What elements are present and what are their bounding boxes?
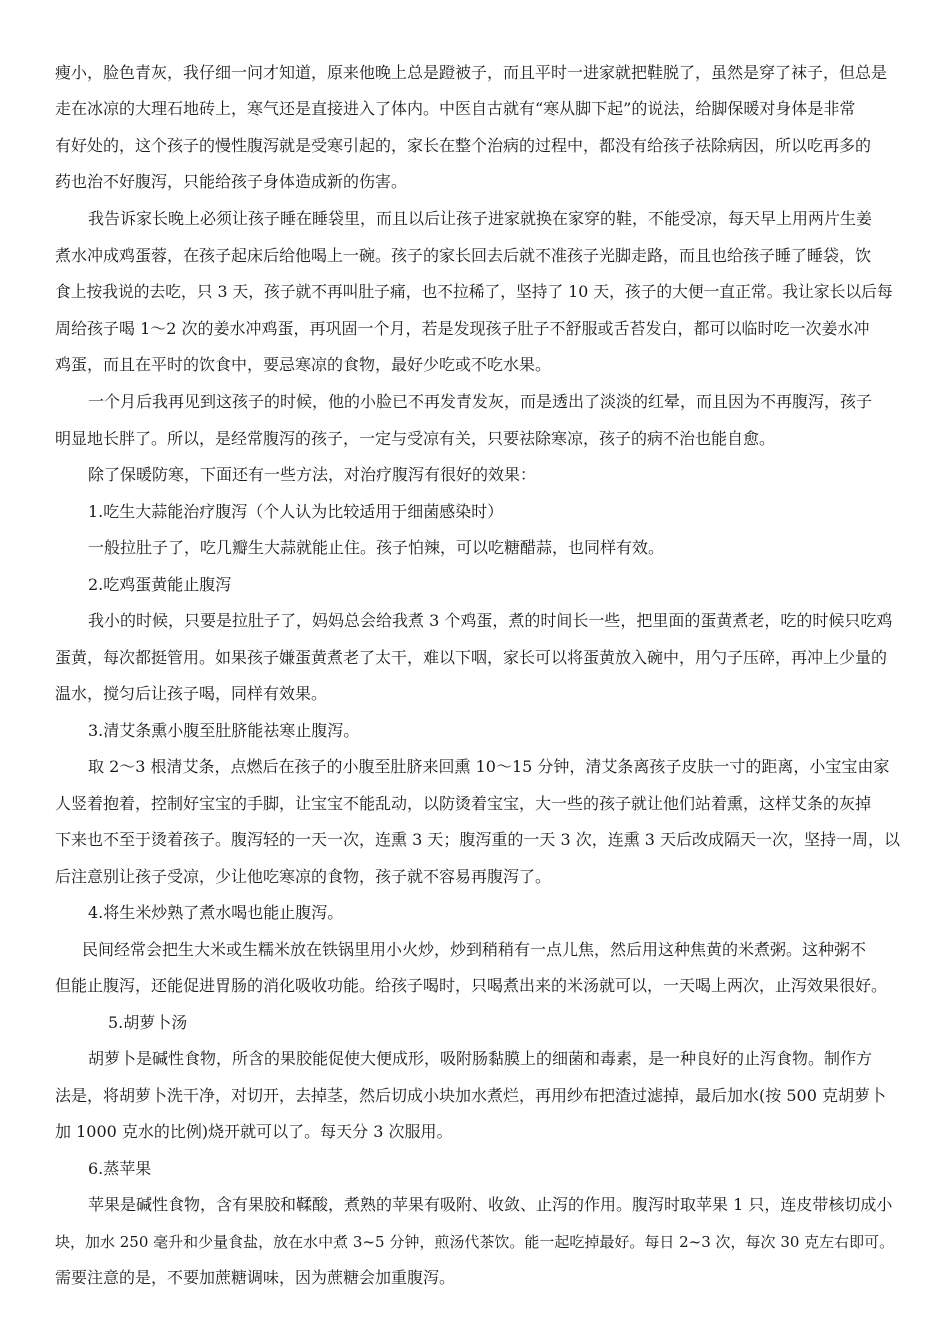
section-heading: 3.清艾条熏小腹至肚脐能祛寒止腹泻。 xyxy=(88,721,360,740)
text-line: 但能止腹泻，还能促进胃肠的消化吸收功能。给孩子喝时，只喝煮出来的米汤就可以，一天喝上两次，止泻效果很好。 xyxy=(55,976,888,995)
text-line: 煮水冲成鸡蛋蓉，在孩子起床后给他喝上一碗。孩子的家长回去后就不准孩子光脚走路，而且也给孩子睡了睡袋，饮 xyxy=(55,246,872,265)
text-line: 鸡蛋，而且在平时的饮食中，要忌寒凉的食物，最好少吃或不吃水果。 xyxy=(55,355,552,374)
section-heading: 4.将生米炒熟了煮水喝也能止腹泻。 xyxy=(88,903,344,922)
section-heading: 5.胡萝卜汤 xyxy=(108,1013,188,1032)
text-line: 下来也不至于烫着孩子。腹泻轻的一天一次，连熏 3 天；腹泻重的一天 3 次，连熏 3 天后改成隔天一次，坚持一周，以 xyxy=(55,830,901,849)
text-line: 瘦小，脸色青灰，我仔细一问才知道，原来他晚上总是蹬被子，而且平时一进家就把鞋脱了，虽然是穿了袜子，但总是 xyxy=(55,63,888,82)
text-line: 后注意别让孩子受凉，少让他吃寒凉的食物，孩子就不容易再腹泻了。 xyxy=(55,867,552,886)
text-line: 温水，搅匀后让孩子喝，同样有效果。 xyxy=(55,684,328,703)
text-line: 我小的时候，只要是拉肚子了，妈妈总会给我煮 3 个鸡蛋，煮的时间长一些，把里面的蛋黄煮老，吃的时候只吃鸡 xyxy=(88,611,893,630)
text-line: 苹果是碱性食物，含有果胶和鞣酸，煮熟的苹果有吸附、收敛、止泻的作用。腹泻时取苹果 1 只，连皮带核切成小 xyxy=(88,1195,893,1214)
text-line: 周给孩子喝 1～2 次的姜水冲鸡蛋，再巩固一个月，若是发现孩子肚子不舒服或舌苔发白，都可以临时吃一次姜水冲 xyxy=(55,319,870,338)
text-line: 一般拉肚子了，吃几瓣生大蒜就能止住。孩子怕辣，可以吃糖醋蒜，也同样有效。 xyxy=(88,538,665,557)
text-line: 块，加水 250 毫升和少量食盐，放在水中煮 3~5 分钟，煎汤代茶饮。能一起吃掉最好。每日 2~3 次，每次 30 克左右即可。 xyxy=(55,1233,895,1251)
text-line: 除了保暖防寒，下面还有一些方法，对治疗腹泻有很好的效果： xyxy=(88,465,537,484)
text-line: 一个月后我再见到这孩子的时候，他的小脸已不再发青发灰，而是透出了淡淡的红晕，而且因为不再腹泻，孩子 xyxy=(88,392,873,411)
text-line: 明显地长胖了。所以，是经常腹泻的孩子，一定与受凉有关，只要祛除寒凉，孩子的病不治也能自愈。 xyxy=(55,429,776,448)
text-line: 人竖着抱着，控制好宝宝的手脚，让宝宝不能乱动，以防烫着宝宝，大一些的孩子就让他们站着熏，这样艾条的灰掉 xyxy=(55,794,872,813)
text-line: 药也治不好腹泻，只能给孩子身体造成新的伤害。 xyxy=(55,172,408,191)
text-line: 食上按我说的去吃，只 3 天，孩子就不再叫肚子痛，也不拉稀了，坚持了 10 天，孩子的大便一直正常。我让家长以后每 xyxy=(55,282,893,301)
text-line: 走在冰凉的大理石地砖上，寒气还是直接进入了体内。中医自古就有“寒从脚下起”的说法，给脚保暖对身体是非常 xyxy=(55,99,856,118)
text-line: 加 1000 克水的比例)烧开就可以了。每天分 3 次服用。 xyxy=(55,1122,453,1141)
text-line: 蛋黄，每次都挺管用。如果孩子嫌蛋黄煮老了太干，难以下咽，家长可以将蛋黄放入碗中，用勺子压碎，再冲上少量的 xyxy=(55,648,888,667)
text-line: 需要注意的是，不要加蔗糖调味，因为蔗糖会加重腹泻。 xyxy=(55,1268,456,1287)
text-line: 我告诉家长晚上必须让孩子睡在睡袋里，而且以后让孩子进家就换在家穿的鞋，不能受凉，每天早上用两片生姜 xyxy=(88,209,873,228)
text-line: 胡萝卜是碱性食物，所含的果胶能促使大便成形，吸附肠黏膜上的细菌和毒素，是一种良好的止泻食物。制作方 xyxy=(88,1049,873,1068)
text-line: 法是，将胡萝卜洗干净，对切开，去掉茎，然后切成小块加水煮烂，再用纱布把渣过滤掉，最后加水(按 500 克胡萝卜 xyxy=(55,1086,886,1105)
section-heading: 6.蒸苹果 xyxy=(88,1159,152,1178)
section-heading: 2.吃鸡蛋黄能止腹泻 xyxy=(88,575,232,594)
section-heading: 1.吃生大蒜能治疗腹泻（个人认为比较适用于细菌感染时） xyxy=(88,502,504,521)
text-line: 民间经常会把生大米或生糯米放在铁锅里用小火炒，炒到稍稍有一点儿焦，然后用这种焦黄的米煮粥。这种粥不 xyxy=(82,940,867,959)
text-line: 有好处的，这个孩子的慢性腹泻就是受寒引起的，家长在整个治病的过程中，都没有给孩子祛除病因，所以吃再多的 xyxy=(55,136,872,155)
text-line: 取 2～3 根清艾条，点燃后在孩子的小腹至肚脐来回熏 10～15 分钟，清艾条离孩子皮肤一寸的距离，小宝宝由家 xyxy=(88,757,890,776)
